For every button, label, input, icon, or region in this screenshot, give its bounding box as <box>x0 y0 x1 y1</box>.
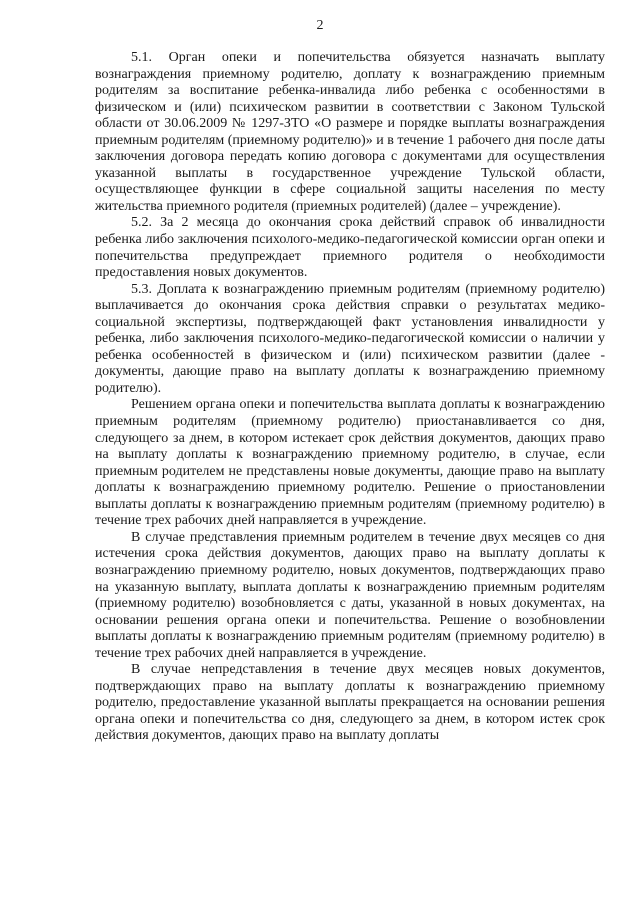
paragraph-resumption: В случае представления приемным родителем в течение двух месяцев со дня истечения срока действия документов, дающих право на выплату доплаты к вознаграждению приемному родителю, новых документов, подтверждающих право на указанную выплату, выплата доплаты к вознаграждению приемным родителям (приемному родителю) возобновляется с даты, указанной в новых документах, на основании решения органа опеки и попечительства. Решение о возобновлении выплаты доплаты к вознаграждению приемным родителям (приемному родителю) в течение трех рабочих дней направляется в учреждение. <box>95 529 605 661</box>
document-body <box>95 50 605 745</box>
page-number: 2 <box>316 18 324 33</box>
paragraph-5-1: 5.1. Орган опеки и попечительства обязуется назначать выплату вознаграждения приемному родителю, доплату к вознаграждению приемным родителям за воспитание ребенка-инвалида либо ребенка с особенностями в физическом и (или) психическом развитии в соответствии с Законом Тульской области от 30.06.2009 № 1297-ЗТО «О размере и порядке выплаты вознаграждения приемным родителям (приемному родителю)» и в течение 1 рабочего дня после даты заключения договора передать копию договора с документами для осуществления указанной выплаты в государственное учреждение Тульской области, осуществляющее функции в сфере социальной защиты населения по месту жительства приемного родителя (приемных родителей) (далее – учреждение). <box>95 50 605 214</box>
paragraph-termination: В случае непредставления в течение двух месяцев новых документов, подтверждающих право на выплату доплаты к вознаграждению приемному родителю, предоставление указанной выплаты прекращается на основании решения органа опеки и попечительства со дня, следующего за днем, в котором истек срок действия документов, дающих право на выплату доплаты <box>95 662 605 744</box>
paragraph-5-3: 5.3. Доплата к вознаграждению приемным родителям (приемному родителю) выплачивается до окончания срока действия справки о результатах медико-социальной экспертизы, подтверждающей факт установления инвалидности у ребенка, либо заключения психолого-медико-педагогической комиссии о наличии у ребенка особенностей в физическом и (или) психическом развитии (далее - документы, дающие право на выплату доплаты к вознаграждению приемному родителю). <box>95 281 605 396</box>
paragraph-5-2: 5.2. За 2 месяца до окончания срока действий справок об инвалидности ребенка либо заключения психолого-медико-педагогической комиссии орган опеки и попечительства предупреждает приемного родителя о необходимости предоставления новых документов. <box>95 215 605 281</box>
paragraph-suspension: Решением органа опеки и попечительства выплата доплаты к вознаграждению приемным родителям (приемному родителю) приостанавливается со дня, следующего за днем, в котором истекает срок действия документов, дающих право на выплату доплаты к вознаграждению приемному родителю, в случае, если приемным родителем не представлены новые документы, дающие право на выплату доплаты к вознаграждению приемному родителю. Решение о приостановлении выплаты доплаты к вознаграждению приемным родителям (приемному родителю) в течение трех рабочих дней направляется в учреждение. <box>95 397 605 529</box>
